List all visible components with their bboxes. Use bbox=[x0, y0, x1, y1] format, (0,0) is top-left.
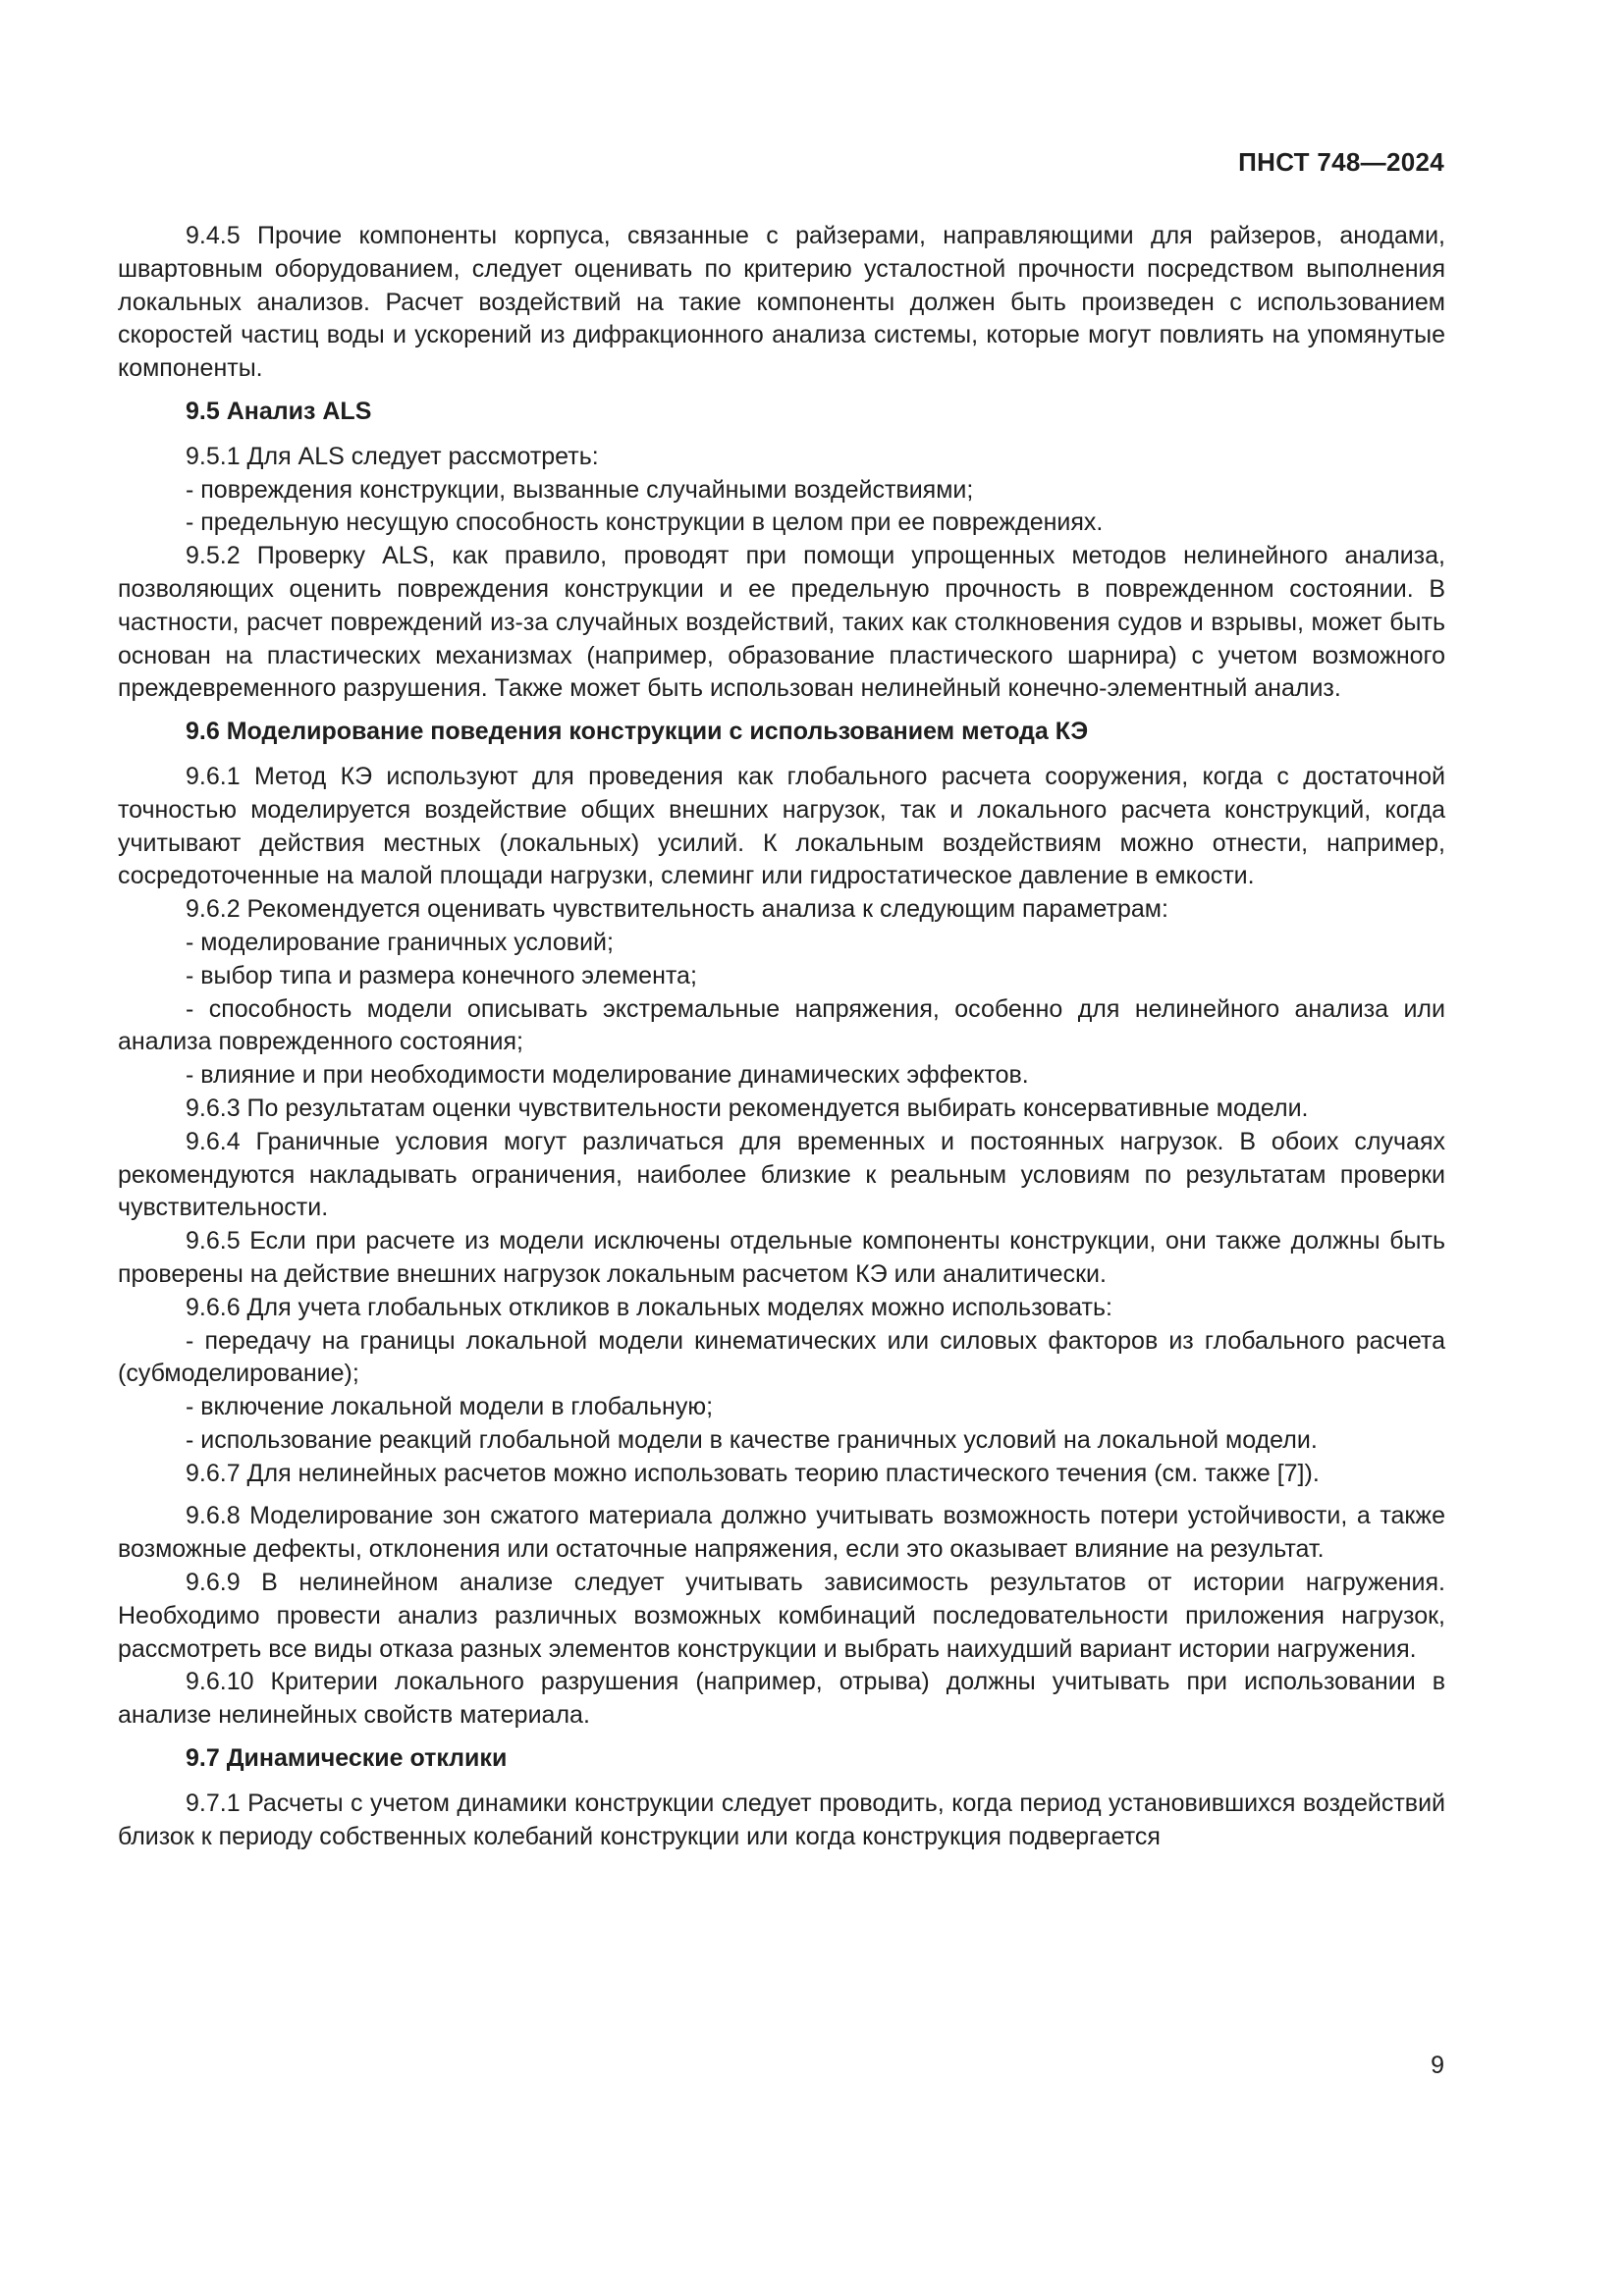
paragraph-9-6-1: 9.6.1 Метод КЭ используют для проведения как глобального расчета сооружения, когда с достаточной точностью моделируется воздействие общих внешних нагрузок, так и локального расчета конструкций, когда учитывают действия местных (локальных) усилий. К локальным воздействиям можно отнести, например, сосредоточенные на малой площади нагрузки, слеминг или гидростатическое давление в емкости. bbox=[118, 762, 1445, 890]
paragraph-9-6-6: 9.6.6 Для учета глобальных откликов в локальных моделях можно использовать: bbox=[186, 1293, 1112, 1321]
document-code: ПНСТ 748—2024 bbox=[1238, 147, 1444, 177]
list-item: - влияние и при необходимости моделирование динамических эффектов. bbox=[186, 1061, 1029, 1090]
paragraph-9-5-2: 9.5.2 Проверку ALS, как правило, проводят при помощи упрощенных методов нелинейного анализа, позволяющих оценить повреждения конструкции и ее предельную прочность в поврежденном состоянии. В частности, расчет повреждений из-за случайных воздействий, таких как столкновения судов и взрывы, может быть основан на пластических механизмах (например, образование пластического шарнира) с учетом возможного преждевременного разрушения. Также может быть использован нелинейный конечно-элементный анализ. bbox=[118, 542, 1445, 703]
paragraph-9-6-2: 9.6.2 Рекомендуется оценивать чувствительность анализа к следующим параметрам: bbox=[186, 895, 1168, 924]
paragraph-9-7-1: 9.7.1 Расчеты с учетом динамики конструкции следует проводить, когда период установившихся воздействий близок к периоду собственных колебаний конструкции или когда конструкция подвергается bbox=[118, 1789, 1445, 1850]
section-heading-9-6: 9.6 Моделирование поведения конструкции с использованием метода КЭ bbox=[186, 718, 1089, 746]
list-item: - повреждения конструкции, вызванные случайными воздействиями; bbox=[186, 475, 974, 504]
paragraph-9-6-9: 9.6.9 В нелинейном анализе следует учитывать зависимость результатов от истории нагружения. Необходимо провести анализ различных возможных комбинаций последовательности приложения нагрузок, рассмотреть все виды отказа разных элементов конструкции и выбрать наихудший вариант истории нагружения. bbox=[118, 1569, 1445, 1663]
paragraph-9-6-7: 9.6.7 Для нелинейных расчетов можно использовать теорию пластического течения (см. также [7]). bbox=[186, 1459, 1320, 1487]
paragraph-9-6-3: 9.6.3 По результатам оценки чувствительности рекомендуется выбирать консервативные модели. bbox=[186, 1094, 1309, 1122]
paragraph-9-6-10: 9.6.10 Критерии локального разрушения (например, отрыва) должны учитывать при использовании в анализе нелинейных свойств материала. bbox=[118, 1668, 1445, 1730]
list-item: - включение локальной модели в глобальную; bbox=[186, 1393, 714, 1421]
paragraph-9-5-1: 9.5.1 Для ALS следует рассмотреть: bbox=[186, 442, 599, 470]
list-item: - передачу на границы локальной модели кинематических или силовых факторов из глобального расчета (субмоделирование); bbox=[118, 1326, 1445, 1388]
paragraph-9-4-5: 9.4.5 Прочие компоненты корпуса, связанные с райзерами, направляющими для райзеров, анодами, швартовным оборудованием, следует оценивать по критерию усталостной прочности посредством выполнения локальных анализов. Расчет воздействий на такие компоненты должен быть произведен с использованием скоростей частиц воды и ускорений из дифракционного анализа системы, которые могут повлиять на упомянутые компоненты. bbox=[118, 222, 1445, 383]
paragraph-9-6-5: 9.6.5 Если при расчете из модели исключены отдельные компоненты конструкции, они также должны быть проверены на действие внешних нагрузок локальным расчетом КЭ или аналитически. bbox=[118, 1227, 1445, 1288]
list-item: - предельную несущую способность конструкции в целом при ее повреждениях. bbox=[186, 508, 1104, 537]
section-heading-9-5: 9.5 Анализ ALS bbox=[186, 397, 372, 425]
list-item: - выбор типа и размера конечного элемента; bbox=[186, 961, 697, 989]
page-number: 9 bbox=[1431, 2052, 1444, 2079]
list-item: - использование реакций глобальной модели в качестве граничных условий на локальной модели. bbox=[186, 1425, 1318, 1454]
paragraph-9-6-4: 9.6.4 Граничные условия могут различаться для временных и постоянных нагрузок. В обоих случаях рекомендуются накладывать ограничения, наиболее близкие к реальным условиям по результатам проверки чувствительности. bbox=[118, 1127, 1445, 1222]
paragraph-9-6-8: 9.6.8 Моделирование зон сжатого материала должно учитывать возможность потери устойчивости, а также возможные дефекты, отклонения или остаточные напряжения, если это оказывает влияние на результат. bbox=[118, 1502, 1445, 1564]
list-item: - способность модели описывать экстремальные напряжения, особенно для нелинейного анализа или анализа поврежденного состояния; bbox=[118, 994, 1445, 1056]
section-heading-9-7: 9.7 Динамические отклики bbox=[186, 1744, 508, 1773]
list-item: - моделирование граничных условий; bbox=[186, 928, 614, 956]
page-body bbox=[118, 220, 1445, 1853]
